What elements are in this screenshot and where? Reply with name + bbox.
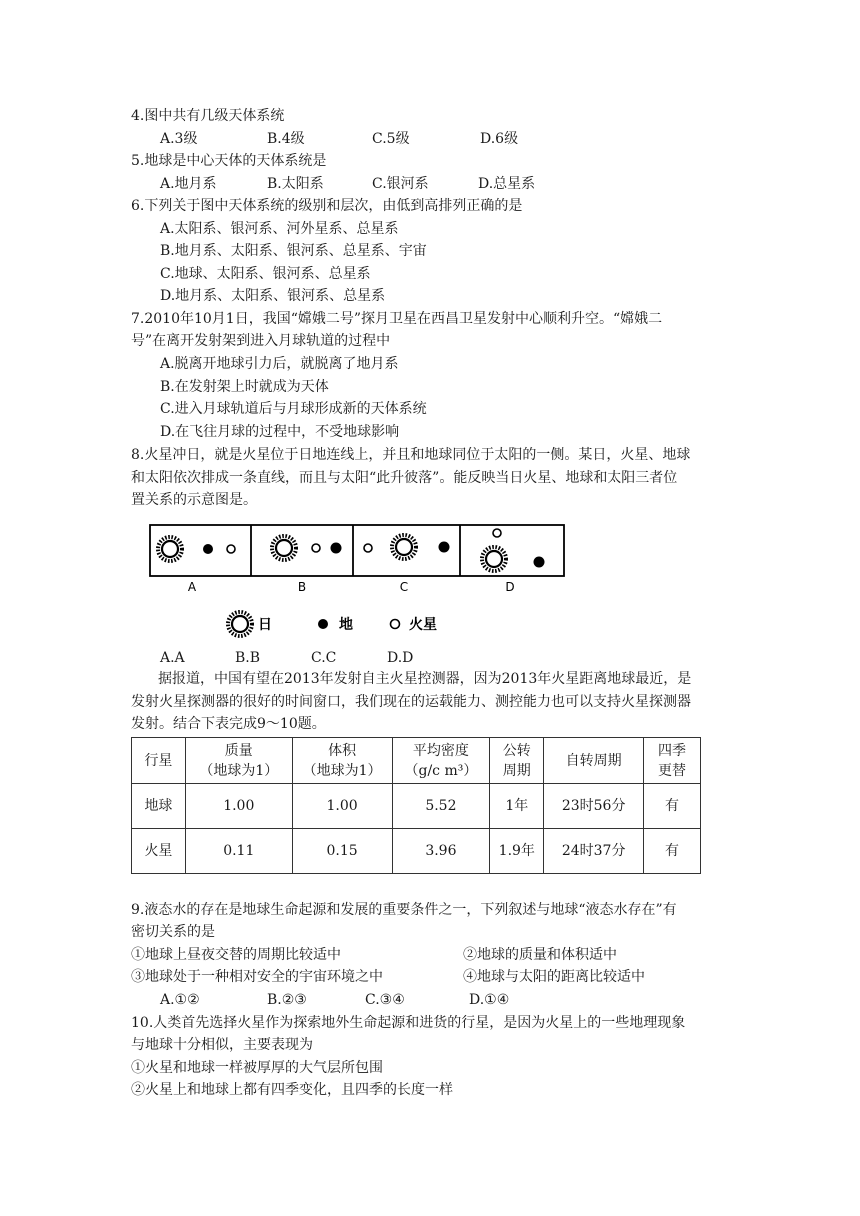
q8-option-a: A.A (160, 650, 185, 666)
panel-label-a: A (187, 580, 197, 594)
table-cell: 24时37分 (544, 829, 644, 874)
q9-item-4: ④地球与太阳的距离比较适中 (463, 969, 645, 985)
header-cell: 行星 (132, 738, 186, 784)
q8-stem-line1: 8.火星冲日，就是火星位于日地连线上，并且和地球同位于太阳的一侧。某日，火星、地球 (131, 447, 691, 463)
table-cell: 1.00 (292, 784, 392, 829)
q10-stem-line2: 与地球十分相似，主要表现为 (131, 1037, 313, 1053)
q5-option-a: A.地月系 (160, 176, 217, 192)
legend-sun-icon (228, 612, 252, 636)
table-cell: 有 (644, 829, 701, 874)
q6-option-a: A.太阳系、银河系、河外星系、总星系 (160, 221, 399, 237)
q7-option-a: A.脱离开地球引力后，就脱离了地月系 (160, 356, 399, 372)
q9-item-1: ①地球上昼夜交替的周期比较适中 (131, 947, 341, 963)
intro-line1: 据报道，中国有望在2013年发射自主火星控测器，因为2013年火星距离地球最近，是 (158, 671, 692, 687)
q7-option-d: D.在飞往月球的过程中，不受地球影响 (160, 424, 400, 440)
table-cell: 1年 (490, 784, 544, 829)
q7-option-b: B.在发射架上时就成为天体 (160, 379, 329, 395)
intro-line2: 发射火星探测器的很好的时间窗口，我们现在的运载能力、测控能力也可以支持火星探测器 (131, 694, 691, 710)
q9-option-c: C.③④ (365, 992, 405, 1008)
legend-earth-label: 地 (339, 617, 353, 633)
q7-stem-line2: 号”在离开发射架到进入月球轨道的过程中 (131, 333, 391, 349)
header-cell: 质量 （地球为1） (185, 738, 292, 784)
table-cell: 5.52 (392, 784, 490, 829)
table-cell: 1.00 (185, 784, 292, 829)
legend-mars-icon (391, 620, 400, 629)
q6-stem: 6.下列关于图中天体系统的级别和层次，由低到高排列正确的是 (131, 198, 523, 214)
q9-option-d: D.①④ (469, 992, 510, 1008)
legend-mars-label: 火星 (409, 617, 437, 633)
q4-stem: 4.图中共有几级天体系统 (131, 108, 285, 124)
table-row (132, 829, 701, 874)
q8-stem-line2: 和太阳依次排成一条直线，而且与太阳“此升彼落”。能反映当日火星、地球和太阳三者位 (131, 470, 678, 486)
planet-comparison-table (131, 737, 701, 874)
panel-a-mars-icon (227, 545, 235, 553)
q5-stem: 5.地球是中心天体的天体系统是 (131, 153, 327, 169)
q5-option-d: D.总星系 (478, 176, 536, 192)
q4-option-d: D.6级 (480, 131, 519, 147)
table-cell: 火星 (132, 829, 186, 874)
legend-sun-label: 日 (258, 617, 272, 633)
q9-item-2: ②地球的质量和体积适中 (463, 947, 617, 963)
q4-option-b: B.4级 (267, 131, 305, 147)
q8-option-b: B.B (235, 650, 261, 666)
panel-b-mars-icon (312, 544, 320, 552)
q6-option-d: D.地月系、太阳系、银河系、总星系 (160, 288, 386, 304)
q10-stem-line1: 10.人类首先选择火星作为探索地外生命起源和进货的行星，是因为火星上的一些地理现象 (131, 1015, 686, 1031)
sun-earth-mars-diagram (148, 516, 568, 640)
legend-earth-icon (318, 619, 328, 629)
intro-line3: 发射。结合下表完成9～10题。 (131, 716, 326, 732)
table-header-row (132, 738, 701, 784)
q10-item-1: ①火星和地球一样被厚厚的大气层所包围 (131, 1060, 383, 1076)
q4-option-a: A.3级 (160, 131, 198, 147)
panel-label-d: D (505, 580, 515, 594)
table-cell: 3.96 (392, 829, 490, 874)
q9-option-a: A.①② (160, 992, 200, 1008)
q9-option-b: B.②③ (267, 992, 307, 1008)
q6-option-c: C.地球、太阳系、银河系、总星系 (160, 266, 371, 282)
q8-stem-line3: 置关系的示意图是。 (131, 492, 257, 508)
panel-label-b: B (297, 580, 307, 594)
panel-b-earth-icon (331, 543, 342, 554)
q7-stem-line1: 7.2010年10月1日，我国“嫦娥二号”探月卫星在西昌卫星发射中心顺利升空。“嫦娥二 (131, 311, 663, 327)
table-row (132, 784, 701, 829)
q8-option-c: C.C (311, 650, 337, 666)
table-cell: 1.9年 (490, 829, 544, 874)
panel-c-mars-icon (364, 544, 372, 552)
panel-d-mars-icon (493, 529, 501, 537)
q10-item-2: ②火星上和地球上都有四季变化，且四季的长度一样 (131, 1082, 453, 1098)
header-cell: 平均密度 （g/c m³） (392, 738, 490, 784)
q8-option-d: D.D (387, 650, 414, 666)
header-cell: 自转周期 (544, 738, 644, 784)
header-cell: 公转 周期 (490, 738, 544, 784)
panel-d-earth-icon (534, 557, 545, 568)
table-cell: 0.11 (185, 829, 292, 874)
q9-stem-line1: 9.液态水的存在是地球生命起源和发展的重要条件之一，下列叙述与地球“液态水存在”有 (131, 902, 677, 918)
q9-stem-line2: 密切关系的是 (131, 924, 215, 940)
q5-option-b: B.太阳系 (267, 176, 324, 192)
table-cell: 0.15 (292, 829, 392, 874)
q5-option-c: C.银河系 (372, 176, 429, 192)
q7-option-c: C.进入月球轨道后与月球形成新的天体系统 (160, 401, 427, 417)
q6-option-b: B.地月系、太阳系、银河系、总星系、宇宙 (160, 243, 427, 259)
table-cell: 地球 (132, 784, 186, 829)
panel-label-c: C (399, 580, 409, 594)
header-cell: 体积 （地球为1） (292, 738, 392, 784)
q9-item-3: ③地球处于一种相对安全的宇宙环境之中 (131, 969, 383, 985)
table-cell: 有 (644, 784, 701, 829)
panel-a-earth-icon (203, 544, 213, 554)
q4-option-c: C.5级 (372, 131, 410, 147)
panel-c-earth-icon (439, 542, 450, 553)
table-cell: 23时56分 (544, 784, 644, 829)
header-cell: 四季 更替 (644, 738, 701, 784)
